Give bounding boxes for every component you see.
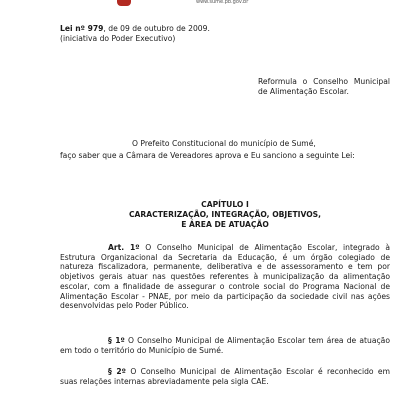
paragraph-1-label: § 1º: [108, 336, 125, 345]
law-number: Lei nº 979: [60, 24, 104, 33]
chapter-title-line2: E ÁREA DE ATUAÇÃO: [181, 220, 269, 229]
website-url: www.sume.pb.gov.br: [196, 0, 249, 5]
paragraph-1-text: O Conselho Municipal de Alimentação Escolar tem área de atuação em todo o território do Município de Sumé.: [60, 336, 390, 355]
paragraph-2-label: § 2º: [108, 367, 126, 376]
law-initiative: (iniciativa do Poder Executivo): [60, 34, 176, 43]
municipal-seal: [117, 0, 131, 6]
preamble-line2: faço saber que a Câmara de Vereadores aprova e Eu sanciono a seguinte Lei:: [60, 151, 355, 160]
paragraph-2: [60, 367, 390, 386]
preamble-line1: O Prefeito Constitucional do município de Sumé,: [132, 139, 316, 148]
article-1-label: Art. 1º: [108, 243, 140, 252]
law-summary: Reformula o Conselho Municipal de Alimentação Escolar.: [258, 77, 390, 96]
paragraph-2-text: O Conselho Municipal de Alimentação Escolar é reconhecido em suas relações internas abreviadamente pela sigla CAE.: [60, 367, 390, 386]
article-1: [60, 243, 390, 311]
chapter-title-line1: CARACTERIZAÇÃO, INTEGRAÇÃO, OBJETIVOS,: [128, 210, 322, 219]
law-number-line: [60, 24, 210, 34]
chapter-number: CAPÍTULO I: [201, 200, 249, 209]
article-1-text: O Conselho Municipal de Alimentação Escolar, integrado à Estrutura Organizacional da Secretaria da Educação, é um órgão colegiado de natureza fiscalizadora, permanente, deliberativa e de assessoramento e tem por objetivos gerais atuar nas questões referentes à municipalização da alimentação escolar, com a finalidade de assegurar o controle social do Programa Nacional de Alimentação Escolar - PNAE, por meio da participação da sociedade civil nas ações desenvolvidas pelo Poder Público.: [60, 243, 390, 311]
paragraph-1: [60, 336, 390, 355]
law-date: , de 09 de outubro de 2009.: [103, 24, 210, 33]
